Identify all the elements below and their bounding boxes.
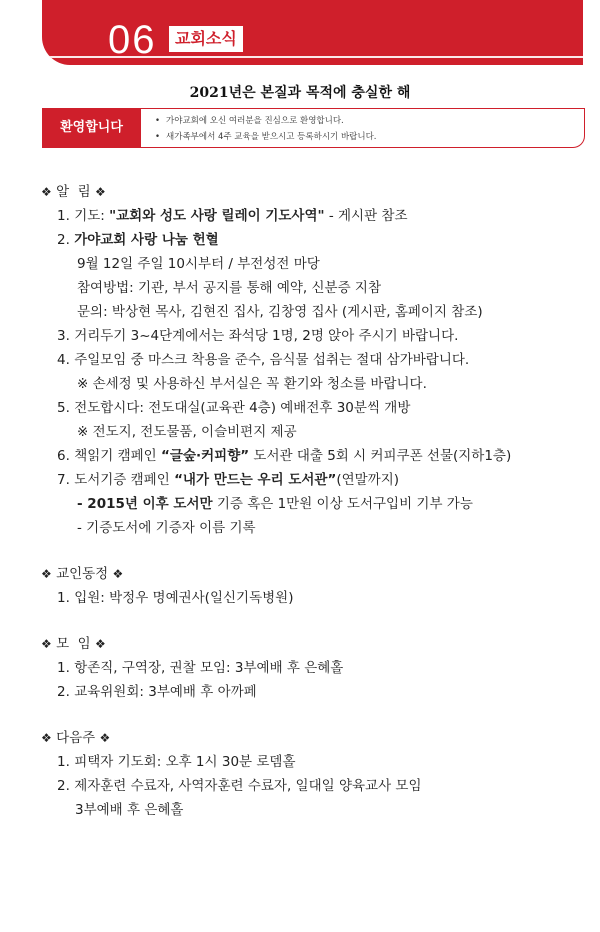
header-band [42, 0, 583, 65]
list-note: ※ 손세정 및 사용하신 부서실은 꼭 환기와 청소를 바랍니다. [77, 376, 427, 392]
section-title: 교회소식 [169, 26, 243, 52]
diamond-icon: ❖ [41, 185, 52, 199]
welcome-line: • 새가족부에서 4주 교육을 받으시고 등록하시기 바랍니다. [155, 129, 584, 145]
diamond-icon: ❖ [41, 637, 52, 651]
heading-label: 다음주 [56, 730, 96, 746]
list-item: 1. 피택자 기도회: 오후 1시 30분 로뎀홀 [57, 754, 296, 770]
welcome-box [42, 108, 585, 148]
list-subline: - 2015년 이후 도서만 기증 혹은 1만원 이상 도서구입비 기부 가능 [77, 496, 473, 512]
list-item: 2. 제자훈련 수료자, 사역자훈련 수료자, 일대일 양육교사 모임 [57, 778, 422, 794]
notices-heading [40, 180, 585, 204]
list-item: 1. 입원: 박정우 명예권사(일신기독병원) [57, 590, 294, 606]
welcome-line: • 가야교회에 오신 여러분을 진심으로 환영합니다. [155, 113, 584, 129]
document-title: 2021년은 본질과 목적에 충실한 해 [189, 85, 411, 101]
list-item: 5. 전도합시다: 전도대실(교육관 4층) 예배전후 30분씩 개방 [57, 400, 411, 416]
list-item: 1. 기도: "교회와 성도 사랑 릴레이 기도사역" - 게시판 참조 [57, 208, 408, 224]
diamond-icon: ❖ [41, 731, 52, 745]
list-subline: - 기증도서에 기증자 이름 기록 [77, 520, 256, 536]
diamond-icon: ❖ [95, 185, 106, 199]
members-heading [40, 562, 585, 586]
list-item: 7. 도서기증 캠페인 “내가 만드는 우리 도서관”(연말까지) [57, 472, 400, 488]
next-week-heading [40, 726, 585, 750]
list-item: 1. 항존직, 구역장, 권찰 모임: 3부예배 후 은혜홀 [57, 660, 344, 676]
diamond-icon: ❖ [95, 637, 106, 651]
news-content [40, 180, 585, 822]
list-item: 3. 거리두기 3~4단계에서는 좌석당 1명, 2명 앉아 주시기 바랍니다. [57, 328, 459, 344]
heading-label: 알 림 [56, 184, 91, 200]
list-item: 2. 가야교회 사랑 나눔 헌혈 [57, 232, 219, 248]
welcome-message [141, 108, 585, 148]
diamond-icon: ❖ [41, 567, 52, 581]
list-note: ※ 전도지, 전도물품, 이슬비편지 제공 [77, 424, 297, 440]
welcome-tag: 환영합니다 [42, 108, 141, 148]
list-item: 2. 교육위원회: 3부예배 후 아까페 [57, 684, 257, 700]
diamond-icon: ❖ [112, 567, 124, 581]
list-subline: 3부예배 후 은혜홀 [75, 802, 184, 818]
list-item: 6. 책읽기 캠페인 “글숲·커피향” 도서관 대출 5회 시 커피쿠폰 선물(지하1층) [57, 448, 512, 464]
list-item: 4. 주일모임 중 마스크 착용을 준수, 음식물 섭취는 절대 삼가바랍니다. [57, 352, 470, 368]
list-subline: 9월 12일 주일 10시부터 / 부전성전 마당 [77, 256, 320, 272]
list-subline: 문의: 박상현 목사, 김현진 집사, 김창영 집사 (게시판, 홈페이지 참조) [77, 304, 483, 320]
diamond-icon: ❖ [99, 731, 111, 745]
heading-label: 모 임 [56, 636, 91, 652]
meetings-heading [40, 632, 585, 656]
heading-label: 교인동정 [56, 566, 109, 582]
section-number: 06 [108, 18, 157, 62]
list-subline: 참여방법: 기관, 부서 공지를 통해 예약, 신분증 지참 [77, 280, 381, 296]
